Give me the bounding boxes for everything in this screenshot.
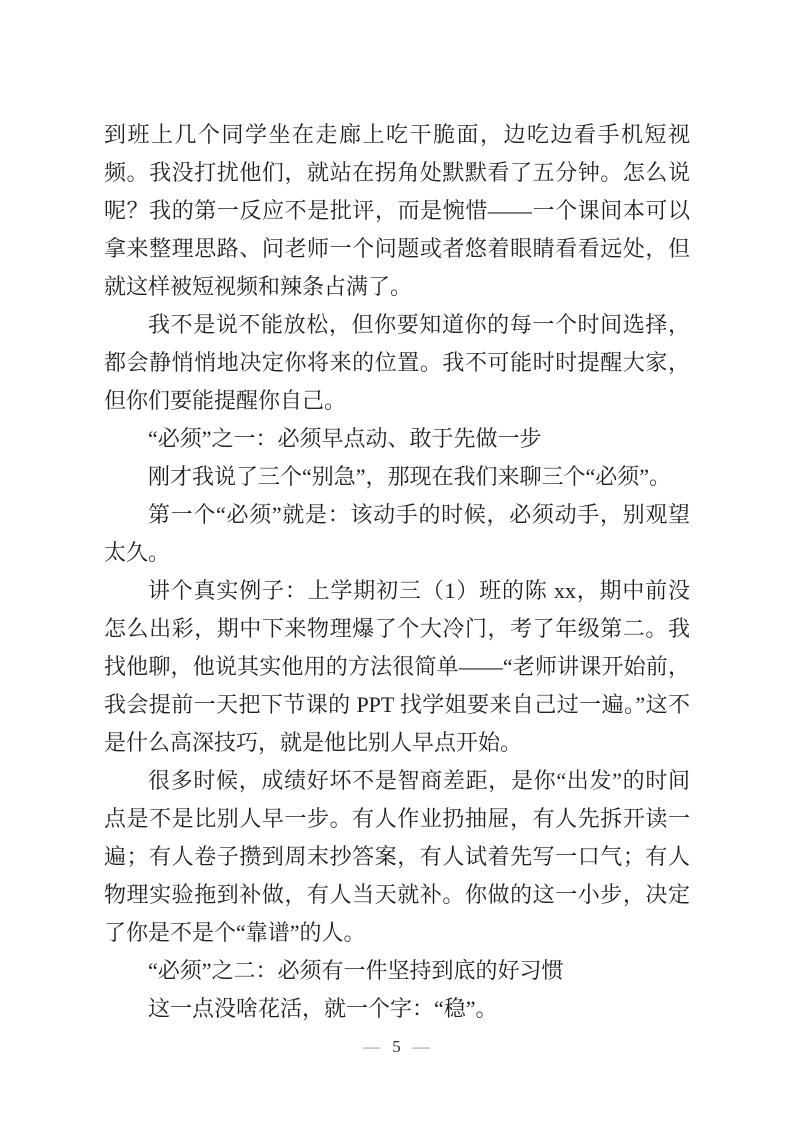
paragraph: 刚才我说了三个“别急”，那现在我们来聊三个“必须”。 [148,464,672,489]
paragraph: 讲个真实例子：上学期初三（1）班的陈 xx，期中前没怎么出彩，期中下来物理爆了个大冷门，考了年级第二。我找他聊，他说其实他用的方法很简单——“老师讲课开始前，我会提前一天把下节课的 PPT 找学姐要来自己过一遍。”这不是什么高深技巧，就是他比别人早点开始。 [104,578,690,755]
footer-dash-left: — [363,1037,381,1056]
page-footer [0,1034,793,1060]
paragraph: 我不是说不能放松，但你要知道你的每一个时间选择，都会静悄悄地决定你将来的位置。我不可能时时提醒大家，但你们要能提醒你自己。 [104,312,690,413]
paragraph: 到班上几个同学坐在走廊上吃干脆面，边吃边看手机短视频。我没打扰他们，就站在拐角处默默看了五分钟。怎么说呢？我的第一反应不是批评，而是惋惜——一个课间本可以拿来整理思路、问老师一个问题或者悠着眼睛看看远处，但就这样被短视频和辣条占满了。 [104,122,690,299]
paragraph: 第一个“必须”就是：该动手的时候，必须动手，别观望太久。 [104,502,690,565]
footer-dash-right: — [412,1037,430,1056]
paragraph: 这一点没啥花活，就一个字：“稳”。 [148,996,498,1021]
section-heading: “必须”之一：必须早点动、敢于先做一步 [148,426,542,451]
section-heading: “必须”之二：必须有一件坚持到底的好习惯 [148,958,564,983]
document-body [104,116,690,1028]
paragraph: 很多时候，成绩好坏不是智商差距，是你“出发”的时间点是不是比别人早一步。有人作业扔抽屉，有人先拆开读一遍；有人卷子攒到周末抄答案，有人试着先写一口气；有人物理实验拖到补做，有人当天就补。你做的这一小步，决定了你是不是个“靠谱”的人。 [104,768,690,945]
page-number: 5 [392,1037,401,1056]
